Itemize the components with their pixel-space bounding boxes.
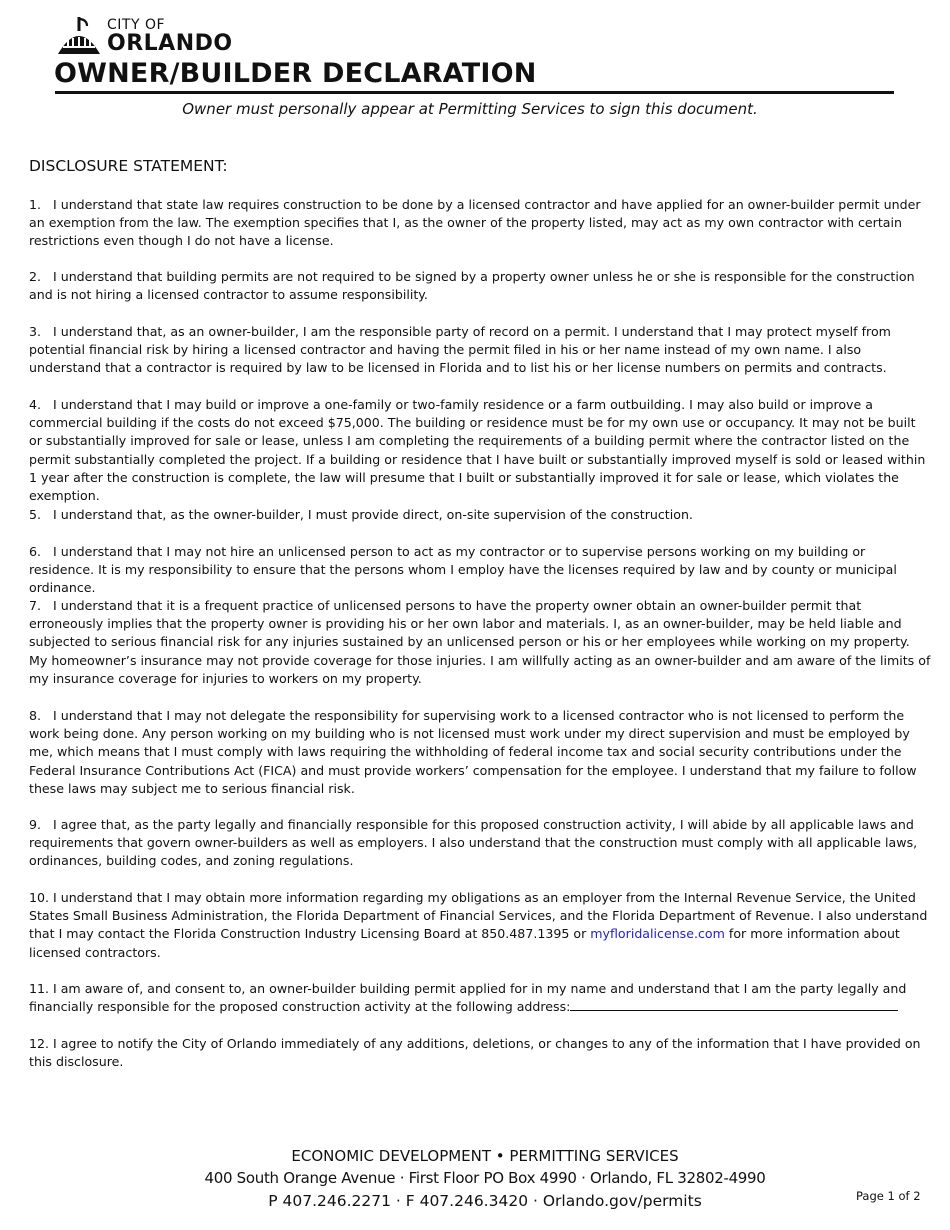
item-text: I understand that, as an owner-builder, I am the responsible party of record on a permit. I understand that I may protect myself from potential financial risk by hiring a licensed contractor and having the permit filed in his or her name instead of my own name. I also understand that a contractor is required by law to be licensed in Florida and to list his or her license numbers on permits and contracts.: [29, 324, 891, 376]
item-text: I understand that, as the owner-builder, I must provide direct, on-site supervision of the construction.: [53, 507, 693, 522]
item-text: I understand that state law requires construction to be done by a licensed contractor and have applied for an owner-builder permit under an exemption from the law. The exemption specifies that I, as the owner of the property listed, may act as my own contractor with certain restrictions even though I do not have a license.: [29, 197, 921, 249]
list-item: [29, 1035, 931, 1071]
item-number: 3.: [29, 324, 42, 339]
title-divider: [55, 91, 894, 94]
item-text: I agree that, as the party legally and financially responsible for this proposed construction activity, I will abide by all applicable laws and requirements that govern owner-builders as well as employers. I also understand that the construction must comply with all applicable laws, ordinances, building codes, and zoning regulations.: [29, 817, 918, 869]
list-item: [29, 396, 931, 505]
list-item: [29, 506, 931, 524]
page-number: Page 1 of 2: [856, 1189, 921, 1203]
appearance-notice: Owner must personally appear at Permitting Services to sign this document.: [182, 100, 758, 118]
item-text: I understand that building permits are not required to be signed by a property owner unless he or she is responsible for the construction and is not hiring a licensed contractor to assume responsibility.: [29, 269, 915, 303]
footer-department: ECONOMIC DEVELOPMENT • PERMITTING SERVICES: [291, 1147, 679, 1165]
item-text: I am aware of, and consent to, an owner-builder building permit applied for in my name and understand that I am the party legally and financially responsible for the proposed construction activity at the following address:: [29, 981, 907, 1015]
item-number: 2.: [29, 269, 42, 284]
logo-city-of: CITY OF: [107, 17, 166, 33]
item-text: I understand that I may build or improve a one-family or two-family residence or a farm outbuilding. I may also build or improve a commercial building if the costs do not exceed $75,000. The building or residence must be for my own use or occupancy. It may not be built or substantially improved for sale or lease, unless I am completing the requirements of a building permit where the contractor listed on the permit substantially completed the project. If a building or residence that I have built or substantially improved myself is sold or leased within 1 year after the construction is complete, the law will presume that I built or substantially improved it for sale or lease, which violates the exemption.: [29, 397, 926, 504]
item-number: 7.: [29, 598, 42, 613]
city-logo: [56, 14, 256, 56]
item-number: 11.: [29, 981, 50, 996]
list-item: [29, 707, 931, 798]
footer-address: 400 South Orange Avenue · First Floor PO Box 4990 · Orlando, FL 32802-4990: [204, 1169, 766, 1187]
page-title: OWNER/BUILDER DECLARATION: [54, 58, 537, 89]
list-item: [29, 323, 931, 378]
item-number: 9.: [29, 817, 42, 832]
item-number: 1.: [29, 197, 42, 212]
logo-orlando: ORLANDO: [107, 31, 233, 56]
item-text: I agree to notify the City of Orlando immediately of any additions, deletions, or changes to any of the information that I have provided on this disclosure.: [29, 1036, 921, 1070]
item-number: 5.: [29, 507, 42, 522]
disclosure-heading: DISCLOSURE STATEMENT:: [29, 157, 228, 175]
list-item: [29, 597, 931, 688]
item-number: 6.: [29, 544, 42, 559]
item-number: 12.: [29, 1036, 50, 1051]
list-item: [29, 980, 931, 1016]
list-item: [29, 543, 931, 598]
list-item: [29, 196, 931, 251]
item-text-after-link: for more information about licensed contractors.: [29, 926, 900, 960]
item-text: I understand that I may not delegate the responsibility for supervising work to a licensed contractor who is not licensed to perform the work being done. Any person working on my building who is not licensed must work under my direct supervision and must be employed by me, which means that I must comply with laws requiring the withholding of federal income tax and social security contributions under the Federal Insurance Contributions Act (FICA) and must provide workers’ compensation for the employee. I understand that my failure to follow these laws may subject me to serious financial risk.: [29, 708, 917, 796]
item-text: I understand that it is a frequent practice of unlicensed persons to have the property owner obtain an owner-builder permit that erroneously implies that the property owner is providing his or her own labor and materials. I, as an owner-builder, may be held liable and subjected to serious financial risk for any injuries sustained by an unlicensed person or his or her employees while working on my property. My homeowner’s insurance may not provide coverage for those injuries. I am willfully acting as an owner-builder and am aware of the limits of my insurance coverage for injuries to workers on my property.: [29, 598, 931, 686]
licensing-board-link[interactable]: myfloridalicense.com: [590, 926, 725, 942]
item-number: 4.: [29, 397, 42, 412]
list-item: [29, 268, 931, 304]
item-text: I understand that I may not hire an unlicensed person to act as my contractor or to supervise persons working on my building or residence. It is my responsibility to ensure that the persons whom I employ have the licenses required by law and by county or municipal ordinance.: [29, 544, 897, 596]
list-item: [29, 816, 931, 871]
item-number: 10.: [29, 890, 50, 905]
list-item: [29, 889, 931, 962]
address-blank-line[interactable]: [570, 998, 898, 1011]
item-text: I understand that I may obtain more information regarding my obligations as an employer from the Internal Revenue Service, the United States Small Business Administration, the Florida Department of Financial Services, and the Florida Department of Revenue. I also understand that I may contact the Florida Construction Industry Licensing Board at 850.487.1395 or: [29, 890, 928, 942]
item-number: 8.: [29, 708, 42, 723]
footer-contact: P 407.246.2271 · F 407.246.3420 · Orlando.gov/permits: [268, 1192, 702, 1210]
city-hall-dome-icon: [56, 16, 102, 56]
